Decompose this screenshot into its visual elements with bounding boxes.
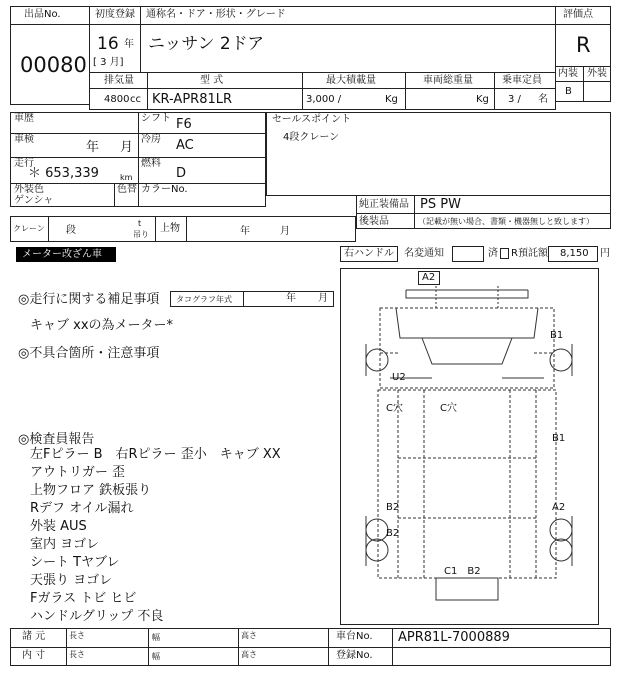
driving-note: キャブ xxの為メーター* [30, 318, 174, 333]
model-label: 型 式 [200, 75, 224, 86]
frame-label: 上物 [160, 223, 180, 234]
tachograph-month-unit: 月 [318, 293, 328, 304]
inspector-line: 上物フロア 鉄板張り [30, 483, 152, 498]
car-name: ニッサン 2ドア [148, 34, 265, 54]
reg-month-unit: 月 [109, 57, 120, 68]
front-left-wheel [366, 349, 388, 371]
diagram-b1-side: B1 [552, 433, 566, 444]
diagram-c1-b2: C1 B2 [444, 566, 481, 577]
shift-label: シフト [141, 113, 171, 124]
inspector-line: 天張り ヨゴレ [30, 573, 113, 588]
cab-body [380, 308, 554, 388]
displacement-unit: cc [130, 94, 141, 105]
diagram-b2-left: B2 [386, 502, 400, 513]
inspector-label: ◎検査員報告 [18, 432, 95, 447]
length-label: 長さ [69, 631, 85, 640]
color-change-label: 色替 [117, 184, 137, 195]
inspector-line: Fガラス トビ ヒビ [30, 591, 137, 606]
diagram-u2: U2 [392, 372, 406, 383]
max-load-value: 3,000 / [306, 94, 342, 105]
windshield [422, 338, 512, 364]
interior-grade: B [565, 86, 572, 97]
reg-year: 16 [97, 34, 119, 54]
right-hand-label: 右ハンドル [344, 248, 394, 259]
recycle-check-box [500, 248, 509, 259]
crane-stage-unit: 段 [66, 225, 76, 236]
color-code-label: カラーNo. [141, 184, 188, 195]
truck-bed [378, 390, 556, 578]
diagram-c-left: C穴 [386, 403, 403, 414]
lot-number: 00080 [20, 53, 87, 77]
reg-month-bracket: [ 3 月] [93, 57, 124, 68]
name-label: 通称名・ドア・形状・グレード [146, 9, 286, 20]
inspector-line: 左Fピラー B 右Rピラー 歪小 キャブ XX [30, 447, 281, 462]
capacity-label: 乗車定員 [502, 75, 542, 86]
standard-equip-label: 純正装備品 [359, 199, 409, 210]
inspector-line: 室内 ヨゴレ [30, 537, 100, 552]
length-label-2: 長さ [69, 650, 85, 659]
inspector-line: 外装 AUS [30, 519, 87, 534]
max-load-unit: Kg [385, 94, 398, 105]
specs-row-label: 諸 元 [22, 631, 46, 642]
frame-year-unit: 年 [240, 226, 250, 237]
fuel-label: 燃料 [141, 158, 161, 169]
mileage-unit: km [120, 173, 133, 182]
inspector-line: アウトリガー 歪 [30, 465, 126, 480]
shift-value: F6 [176, 117, 192, 132]
crane-label: クレーン [13, 224, 45, 233]
lot-label: 出品No. [24, 9, 61, 20]
reg-year-unit: 年 [124, 39, 134, 50]
height-label-2: 高さ [241, 650, 257, 659]
recycle-prefix: 済 [488, 248, 498, 259]
rear-left-wheel [366, 519, 388, 541]
history-label: 車歴 [14, 113, 34, 124]
inspector-line: Rデフ オイル漏れ [30, 501, 134, 516]
recycle-unit: 円 [600, 248, 610, 259]
gross-weight-label: 車両総重量 [423, 75, 473, 86]
interior-label: 内装 [558, 68, 578, 79]
frame-month-unit: 月 [280, 226, 290, 237]
mileage-label: 走行 [14, 158, 34, 169]
rear-right-wheel [550, 519, 572, 541]
driving-remarks-label: ◎走行に関する補足事項 [18, 292, 160, 307]
front-right-wheel [550, 349, 572, 371]
width-label-2: 幅 [152, 652, 160, 661]
grade-label: 評価点 [563, 9, 593, 20]
max-load-label: 最大積載量 [326, 75, 376, 86]
diagram-b1-upper: B1 [550, 330, 564, 341]
width-label: 幅 [152, 633, 160, 642]
inspection-month-unit: 月 [120, 140, 134, 155]
reg-month: 3 [100, 57, 107, 68]
aftermarket-note: （記載が無い場合、書類・機器無しと致します） [418, 217, 594, 226]
aftermarket-label: 後装品 [359, 216, 389, 227]
ac-label: 冷房 [141, 134, 161, 145]
inspector-line: シート Tヤブレ [30, 555, 120, 570]
capacity-value: 3 / [508, 94, 521, 105]
tachograph-label: タコグラフ年式 [176, 295, 232, 304]
chassis-number: APR81L-7000889 [398, 630, 510, 645]
recycle-label: R預託額 [511, 248, 548, 259]
registration-label: 登録No. [336, 650, 373, 661]
exterior-label: 外装 [587, 68, 607, 79]
crane-row [10, 216, 356, 242]
sales-point-label: セールスポイント [272, 114, 352, 125]
crane-lift-unit: 吊り [133, 230, 149, 239]
diagram-c-mid: C穴 [440, 403, 457, 414]
recycle-value: 8,150 [560, 248, 589, 259]
ac-value: AC [176, 138, 194, 153]
ext-color-value: ゲンシャ [14, 195, 54, 206]
gross-weight-unit: Kg [476, 94, 489, 105]
crane-t-unit: t [138, 219, 142, 228]
tachograph-year-unit: 年 [286, 293, 296, 304]
displacement-value: 4800 [104, 94, 130, 105]
inspection-label: 車検 [14, 134, 34, 145]
inspector-line: ハンドルグリップ 不良 [30, 609, 164, 624]
inner-dims-row-label: 内 寸 [22, 650, 46, 661]
sales-point-value: 4段クレーン [283, 132, 340, 143]
defects-label: ◎不具合箇所・注意事項 [18, 346, 160, 361]
cab-outline [406, 290, 528, 298]
chassis-label: 車台No. [336, 631, 373, 642]
odometer-tampered-banner: メーター改ざん車 [16, 247, 116, 262]
capacity-unit: 名 [538, 94, 548, 105]
overall-grade: R [576, 33, 591, 57]
diagram-a2-right: A2 [552, 502, 566, 513]
diagram-b2-left2: B2 [386, 528, 400, 539]
ext-color-label: 外装色 [14, 184, 44, 195]
inspection-year-unit: 年 [86, 140, 100, 155]
standard-equip-value: PS PW [420, 197, 461, 212]
mileage-value: ＊ 653,339 [28, 166, 99, 181]
fuel-value: D [176, 166, 187, 181]
diagram-a2-top: A2 [422, 272, 436, 283]
first-reg-label: 初度登録 [95, 9, 135, 20]
name-change-label: 名変通知 [404, 248, 444, 259]
height-label: 高さ [241, 631, 257, 640]
displacement-label: 排気量 [104, 75, 134, 86]
name-change-checkbox [452, 246, 484, 262]
model-code: KR-APR81LR [152, 92, 233, 107]
